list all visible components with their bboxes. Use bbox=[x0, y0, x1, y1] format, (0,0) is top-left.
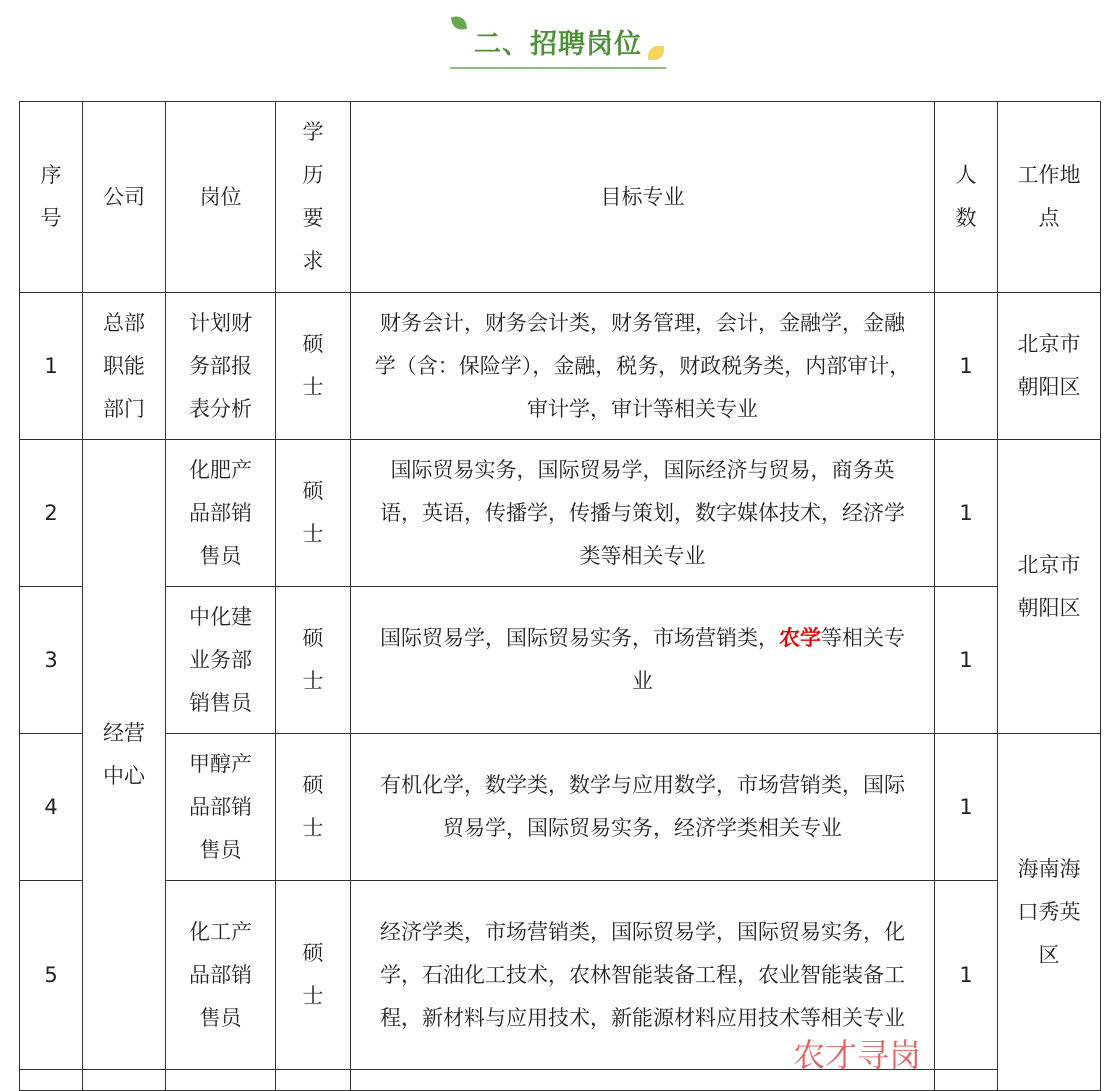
major-highlight: 农学 bbox=[779, 626, 821, 650]
watermark: 农才寻岗 bbox=[793, 1036, 922, 1074]
cell-company: 经营中心 bbox=[83, 440, 166, 1070]
table-row bbox=[20, 440, 1101, 587]
table-row bbox=[20, 1070, 1101, 1091]
cell-empty bbox=[83, 1070, 166, 1091]
cell-position: 甲醇产品部销售员 bbox=[166, 734, 276, 881]
cell-location: 海南海口秀英区 bbox=[998, 734, 1101, 1091]
header-location: 工作地点 bbox=[998, 102, 1101, 293]
header-position: 岗位 bbox=[166, 102, 276, 293]
cell-position: 计划财务部报表分析 bbox=[166, 293, 276, 440]
cell-major: 有机化学，数学类，数学与应用数学，市场营销类，国际贸易学，国际贸易实务，经济学类相关专业 bbox=[351, 734, 935, 881]
section-title bbox=[448, 12, 668, 72]
table-row bbox=[20, 734, 1101, 881]
cell-seq: 4 bbox=[20, 734, 83, 881]
cell-education: 硕士 bbox=[276, 587, 351, 734]
cell-empty bbox=[935, 1070, 998, 1091]
cell-major: 经济学类，市场营销类，国际贸易学，国际贸易实务，化学，石油化工技术，农林智能装备工程，农业智能装备工程，新材料与应用技术，新能源材料应用技术等相关专业 bbox=[351, 881, 935, 1070]
cell-count: 1 bbox=[935, 881, 998, 1070]
cell-position: 化肥产品部销售员 bbox=[166, 440, 276, 587]
table-row bbox=[20, 587, 1101, 734]
header-row bbox=[20, 102, 1101, 293]
major-text: 等相关专业 bbox=[632, 626, 905, 693]
cell-major: 国际贸易实务，国际贸易学，国际经济与贸易，商务英语，英语，传播学，传播与策划，数字媒体技术，经济学类等相关专业 bbox=[351, 440, 935, 587]
cell-location: 北京市朝阳区 bbox=[998, 293, 1101, 440]
cell-count: 1 bbox=[935, 734, 998, 881]
cell-education: 硕士 bbox=[276, 440, 351, 587]
leaf-icon bbox=[451, 15, 467, 31]
cell-company: 总部职能部门 bbox=[83, 293, 166, 440]
cell-position: 化工产品部销售员 bbox=[166, 881, 276, 1070]
section-title-text: 二、招聘岗位 bbox=[474, 29, 642, 60]
cell-education: 硕士 bbox=[276, 734, 351, 881]
cell-major bbox=[351, 587, 935, 734]
cell-count: 1 bbox=[935, 587, 998, 734]
major-text: 国际贸易学，国际贸易实务，市场营销类， bbox=[380, 626, 779, 650]
cell-seq: 1 bbox=[20, 293, 83, 440]
cell-empty bbox=[166, 1070, 276, 1091]
cell-empty bbox=[276, 1070, 351, 1091]
cell-count: 1 bbox=[935, 293, 998, 440]
cell-education: 硕士 bbox=[276, 881, 351, 1070]
cell-count: 1 bbox=[935, 440, 998, 587]
table-row bbox=[20, 881, 1101, 1070]
header-seq: 序号 bbox=[20, 102, 83, 293]
title-underline bbox=[450, 67, 666, 69]
leaf-icon bbox=[648, 46, 664, 60]
cell-location: 北京市朝阳区 bbox=[998, 440, 1101, 734]
table-row bbox=[20, 293, 1101, 440]
cell-seq: 3 bbox=[20, 587, 83, 734]
header-company: 公司 bbox=[83, 102, 166, 293]
cell-education: 硕士 bbox=[276, 293, 351, 440]
header-education: 学历要求 bbox=[276, 102, 351, 293]
recruitment-table bbox=[19, 101, 1101, 1091]
cell-empty bbox=[20, 1070, 83, 1091]
header-count: 人数 bbox=[935, 102, 998, 293]
header-major: 目标专业 bbox=[351, 102, 935, 293]
cell-seq: 5 bbox=[20, 881, 83, 1070]
cell-major: 财务会计，财务会计类，财务管理，会计，金融学，金融学（含：保险学），金融，税务，财政税务类，内部审计，审计学，审计等相关专业 bbox=[351, 293, 935, 440]
cell-seq: 2 bbox=[20, 440, 83, 587]
cell-position: 中化建业务部销售员 bbox=[166, 587, 276, 734]
